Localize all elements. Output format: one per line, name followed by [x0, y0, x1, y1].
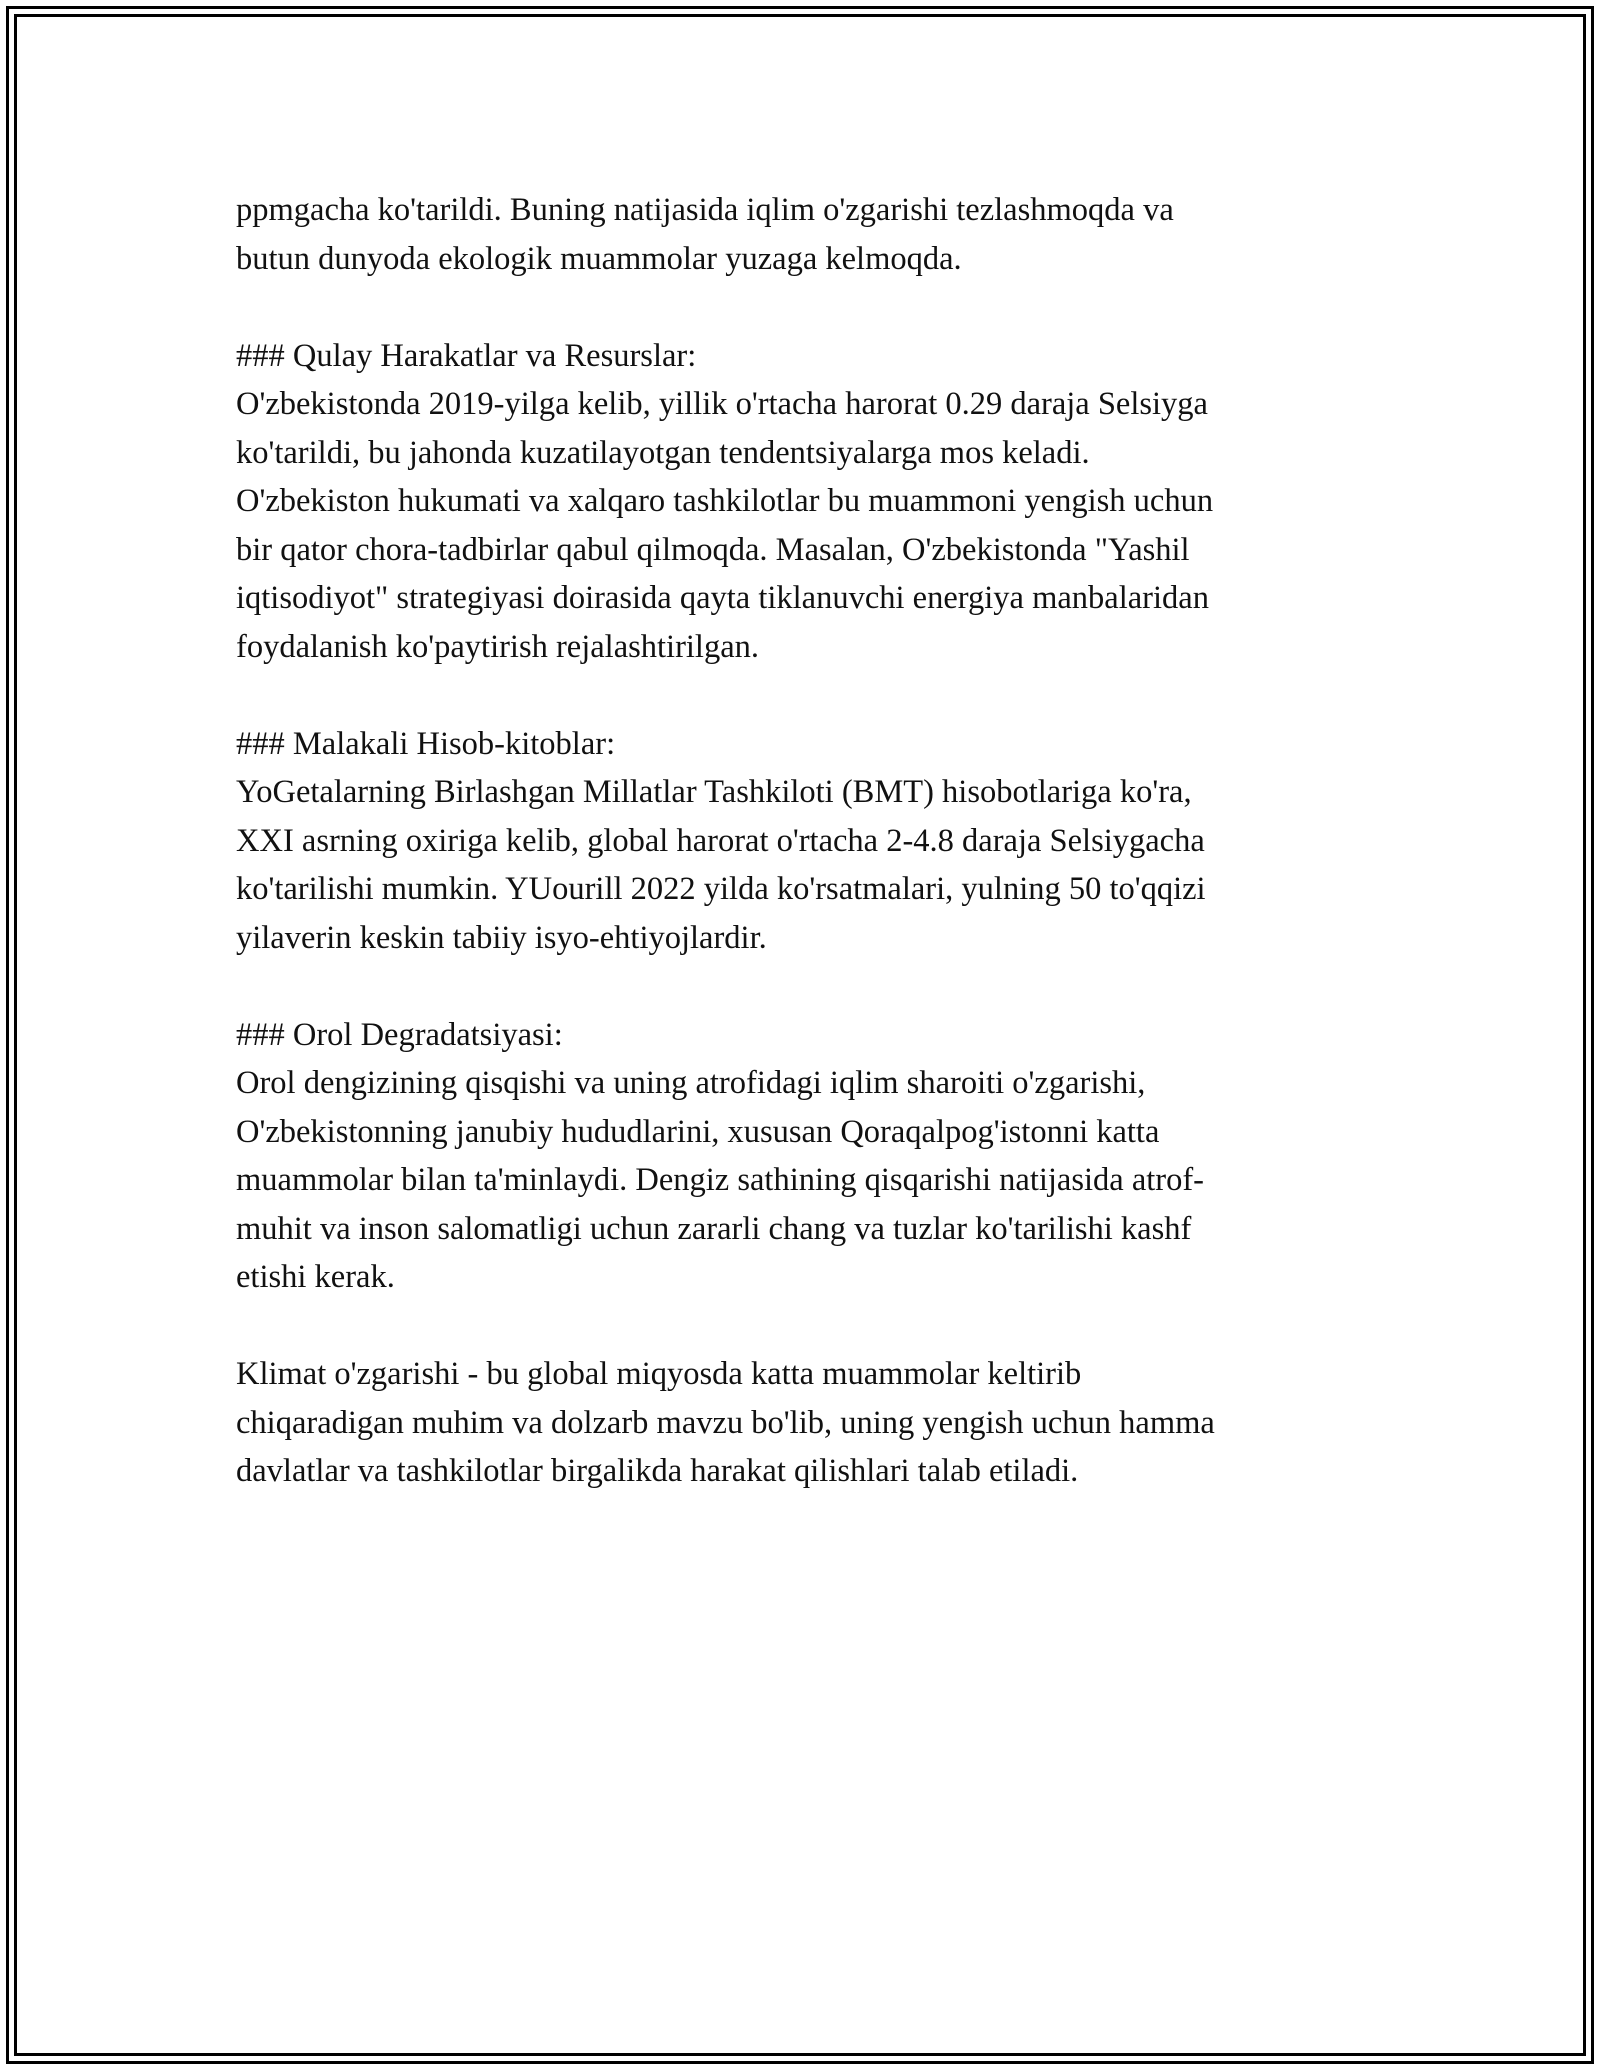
text-line: XXI asrning oxiriga kelib, global harorat o'rtacha 2-4.8 daraja Selsiygacha [236, 822, 1205, 859]
text-line: O'zbekistonda 2019-yilga kelib, yillik o'rtacha harorat 0.29 daraja Selsiyga [236, 386, 1208, 422]
text-line: ko'tarilishi mumkin. YUourill 2022 yilda ko'rsatmalari, yulning 50 to'qqizi [236, 871, 1206, 907]
text-line: YoGetalarning Birlashgan Millatlar Tashkiloti (BMT) hisobotlariga ko'ra, [236, 774, 1192, 810]
section-orol-degradatsiyasi [236, 1011, 1376, 1302]
text-line: bir qator chora-tadbirlar qabul qilmoqda. Masalan, O'zbekistonda "Yashil [236, 531, 1190, 568]
text-line: butun dunyoda ekologik muammolar yuzaga kelmoqda. [236, 240, 962, 277]
text-line: O'zbekistonning janubiy hududlarini, xususan Qoraqalpog'istonni katta [236, 1113, 1160, 1150]
text-line: chiqaradigan muhim va dolzarb mavzu bo'lib, uning yengish uchun hamma [236, 1404, 1215, 1441]
text-line: muhit va inson salomatligi uchun zararli chang va tuzlar ko'tarilishi kashf [236, 1210, 1192, 1247]
text-line: ppmgacha ko'tarildi. Buning natijasida iqlim o'zgarishi tezlashmoqda va [236, 192, 1174, 228]
text-line: ko'tarildi, bu jahonda kuzatilayotgan tendentsiyalarga mos keladi. [236, 434, 1090, 471]
text-line: Klimat o'zgarishi - bu global miqyosda katta muammolar keltirib [236, 1356, 1082, 1392]
text-line: davlatlar va tashkilotlar birgalikda harakat qilishlari talab etiladi. [236, 1453, 1079, 1489]
text-line: etishi kerak. [236, 1259, 395, 1295]
section-qulay-harakatlar [236, 332, 1376, 672]
text-line: muammolar bilan ta'minlaydi. Dengiz sathining qisqarishi natijasida atrof- [236, 1162, 1204, 1198]
text-line: yilaverin keskin tabiiy isyo-ehtiyojlardir. [236, 919, 767, 956]
text-line: foydalanish ko'paytirish rejalashtirilgan. [236, 628, 760, 665]
text-line: Orol dengizining qisqishi va uning atrofidagi iqlim sharoiti o'zgarishi, [236, 1065, 1146, 1101]
paragraph-intro [236, 186, 1376, 283]
text-line: iqtisodiyot" strategiyasi doirasida qayta tiklanuvchi energiya manbalaridan [236, 580, 1209, 616]
section-heading: ### Malakali Hisob-kitoblar: [236, 725, 616, 762]
document-body [236, 186, 1376, 1544]
paragraph-conclusion [236, 1350, 1376, 1496]
section-heading: ### Qulay Harakatlar va Resurslar: [236, 337, 697, 374]
section-heading: ### Orol Degradatsiyasi: [236, 1016, 563, 1053]
text-line: O'zbekiston hukumati va xalqaro tashkilotlar bu muammoni yengish uchun [236, 483, 1214, 519]
section-malakali-hisob [236, 720, 1376, 963]
